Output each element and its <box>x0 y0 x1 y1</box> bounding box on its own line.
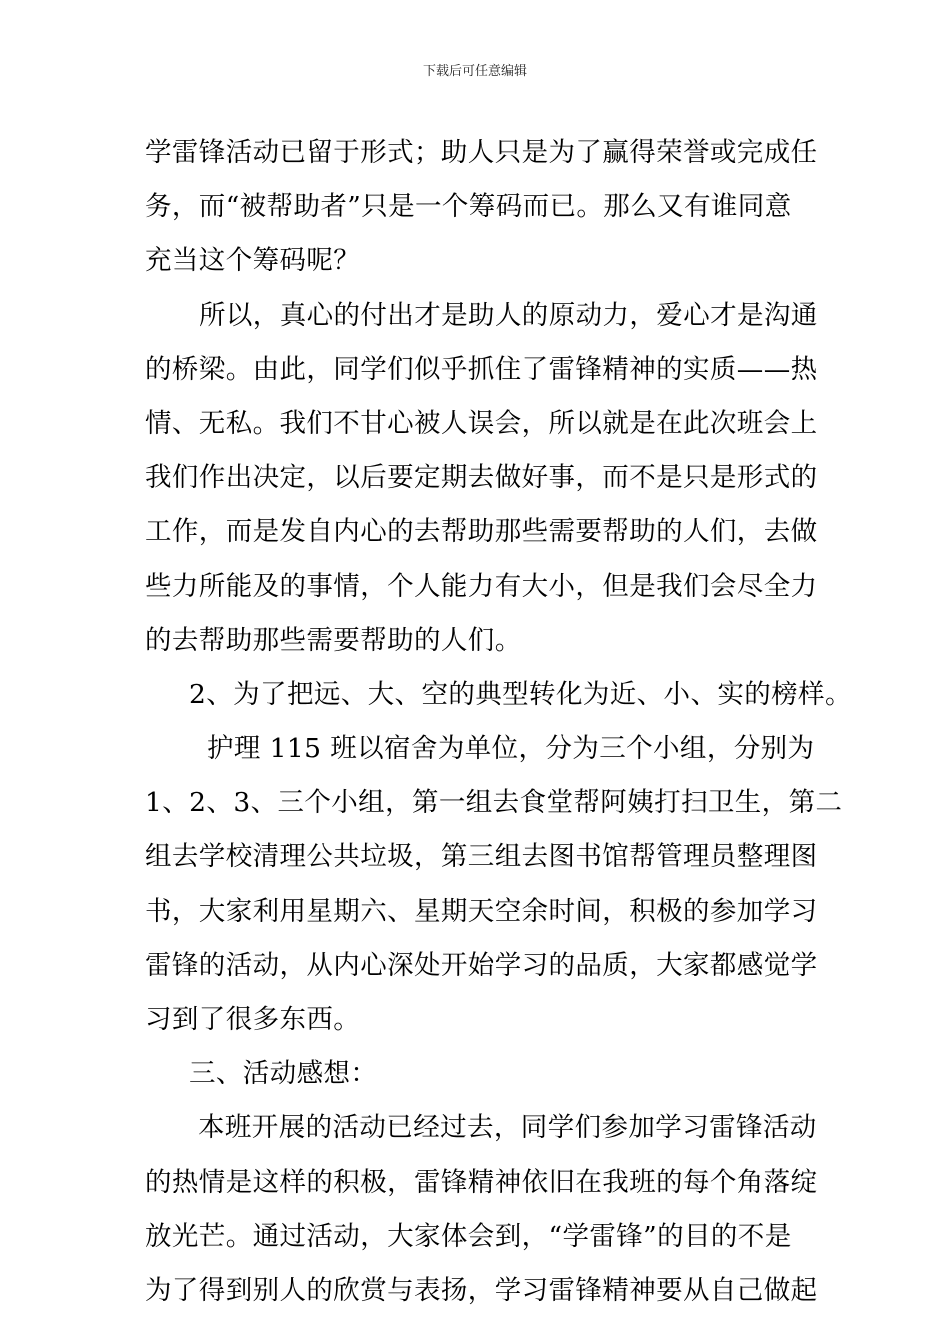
paragraph-line: 的热情是这样的积极，雷锋精神依旧在我班的每个角落绽 <box>145 1166 818 1198</box>
paragraph-line: 充当这个筹码呢？ <box>145 245 361 277</box>
paragraph-line: 我们作出决定，以后要定期去做好事，而不是只是形式的 <box>145 462 818 494</box>
paragraph-line: 2、为了把远、大、空的典型转化为近、小、实的榜样。 <box>189 678 852 710</box>
paragraph-line: 工作，而是发自内心的去帮助那些需要帮助的人们，去做 <box>145 516 818 548</box>
paragraph-line: 为了得到别人的欣赏与表扬，学习雷锋精神要从自己做起 <box>145 1274 818 1306</box>
paragraph-line: 的桥梁。由此，同学们似乎抓住了雷锋精神的实质——热 <box>145 353 818 385</box>
paragraph-line: 护理 115 班以宿舍为单位，分为三个小组，分别为 <box>207 733 815 765</box>
paragraph-line: 学雷锋活动已留于形式；助人只是为了赢得荣誉或完成任 <box>145 137 818 168</box>
page-header: 下载后可任意编辑 <box>422 64 527 79</box>
paragraph-line: 雷锋的活动，从内心深处开始学习的品质，大家都感觉学 <box>145 949 818 981</box>
paragraph-line: 组去学校清理公共垃圾，第三组去图书馆帮管理员整理图 <box>145 841 818 873</box>
paragraph-line: 的去帮助那些需要帮助的人们。 <box>145 624 522 656</box>
paragraph-line: 书，大家利用星期六、星期天空余时间，积极的参加学习 <box>145 895 818 927</box>
paragraph-line: 些力所能及的事情，个人能力有大小，但是我们会尽全力 <box>145 570 818 602</box>
paragraph-line: 本班开展的活动已经过去，同学们参加学习雷锋活动 <box>198 1112 817 1144</box>
section-heading: 三、活动感想： <box>189 1058 378 1090</box>
paragraph-line: 情、无私。我们不甘心被人误会，所以就是在此次班会上 <box>145 407 818 439</box>
paragraph-line: 习到了很多东西。 <box>145 1004 361 1035</box>
document-body <box>145 126 852 1318</box>
paragraph-line: 务，而“被帮助者”只是一个筹码而已。那么又有谁同意 <box>145 191 792 223</box>
paragraph-line: 1、2、3、三个小组，第一组去食堂帮阿姨打扫卫生，第二 <box>145 787 843 819</box>
paragraph-line: 放光芒。通过活动，大家体会到，“学雷锋”的目的不是 <box>145 1220 792 1252</box>
paragraph-line: 所以，真心的付出才是助人的原动力，爱心才是沟通 <box>199 299 818 331</box>
